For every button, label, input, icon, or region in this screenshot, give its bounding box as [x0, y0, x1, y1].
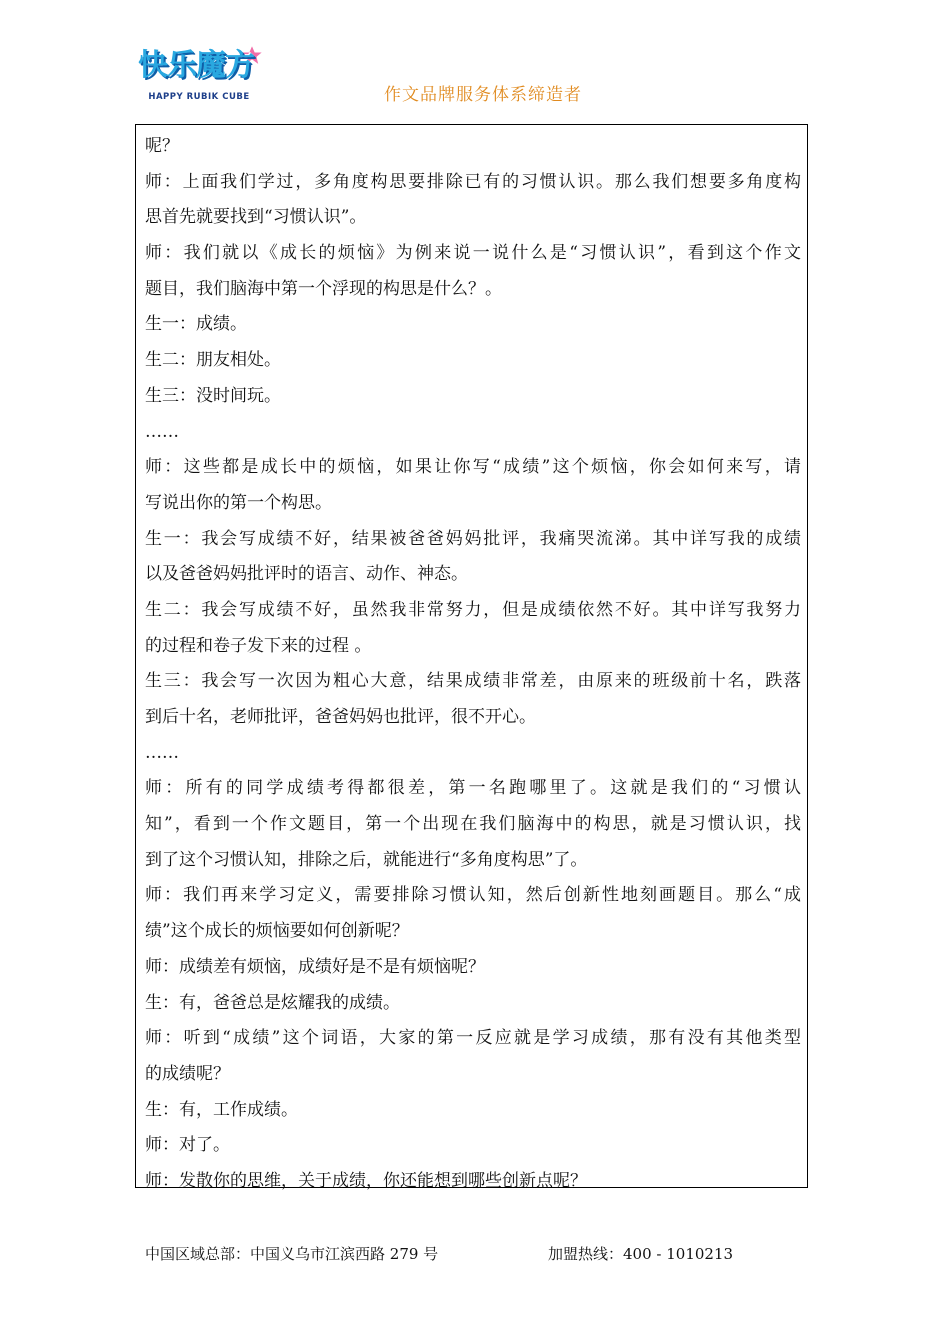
brand-slogan: 作文品牌服务体系缔造者 — [384, 85, 582, 105]
lesson-transcript-box — [135, 124, 808, 1191]
transcript-line: 师：我们就以《成长的烦恼》为例来说一说什么是“习惯认识”，看到这个作文 — [145, 243, 801, 264]
transcript-line: 绩”这个成长的烦恼要如何创新呢？ — [145, 921, 409, 942]
transcript-line: 生三：我会写一次因为粗心大意，结果成绩非常差，由原来的班级前十名，跌落 — [145, 671, 801, 692]
page-footer — [0, 1243, 950, 1267]
transcript-line: 师：这些都是成长中的烦恼，如果让你写“成绩”这个烦恼，你会如何来写，请 — [145, 457, 801, 478]
transcript-line: …… — [145, 742, 179, 763]
transcript-line: 写说出你的第一个构思。 — [145, 492, 332, 513]
transcript-line: 师：上面我们学过，多角度构思要排除已有的习惯认识。那么我们想要多角度构 — [145, 171, 801, 192]
logo-text: 快乐魔方 — [138, 48, 254, 83]
transcript-line: 师：听到“成绩”这个词语，大家的第一反应就是学习成绩，那有没有其他类型 — [145, 1028, 801, 1049]
transcript-line: 生二：朋友相处。 — [145, 350, 281, 371]
transcript-line: 生：有，工作成绩。 — [145, 1099, 298, 1120]
transcript-line: 以及爸爸妈妈批评时的语言、动作、神态。 — [145, 564, 468, 585]
transcript-line: 生二：我会写成绩不好，虽然我非常努力，但是成绩依然不好。其中详写我努力 — [145, 599, 801, 620]
transcript-line: 生一：我会写成绩不好，结果被爸爸妈妈批评，我痛哭流涕。其中详写我的成绩 — [145, 528, 801, 549]
footer-address: 中国区域总部：中国义乌市江滨西路 279 号 — [145, 1245, 439, 1263]
footer-hotline: 加盟热线：400 - 1010213 — [548, 1245, 734, 1263]
transcript-line: 师：所有的同学成绩考得都很差，第一名跑哪里了。这就是我们的“习惯认 — [145, 778, 801, 799]
transcript-lines — [145, 129, 801, 1200]
transcript-line: 师：发散你的思维，关于成绩，你还能想到哪些创新点呢？ — [145, 1170, 587, 1191]
brand-logo — [126, 44, 266, 106]
transcript-line: …… — [145, 421, 179, 442]
transcript-line: 的过程和卷子发下来的过程 。 — [145, 635, 372, 656]
transcript-line: 呢？ — [145, 136, 179, 156]
transcript-line: 到后十名，老师批评，爸爸妈妈也批评，很不开心。 — [145, 707, 536, 727]
transcript-line: 知”，看到一个作文题目，第一个出现在我们脑海中的构思，就是习惯认识，找 — [145, 814, 801, 835]
transcript-line: 的成绩呢？ — [145, 1063, 230, 1084]
transcript-line: 生三：没时间玩。 — [145, 385, 281, 406]
logo-subtitle: HAPPY RUBIK CUBE — [148, 92, 250, 102]
transcript-line: 题目，我们脑海中第一个浮现的构思是什么？。 — [145, 278, 502, 299]
transcript-line: 生：有，爸爸总是炫耀我的成绩。 — [145, 992, 400, 1013]
transcript-line: 师：我们再来学习定义，需要排除习惯认知，然后创新性地刻画题目。那么“成 — [145, 885, 801, 906]
transcript-line: 到了这个习惯认知，排除之后，就能进行“多角度构思”了。 — [145, 849, 588, 870]
transcript-line: 师：对了。 — [145, 1135, 230, 1156]
transcript-line: 生一：成绩。 — [145, 314, 247, 335]
transcript-line: 思首先就要找到“习惯认识”。 — [145, 207, 367, 228]
transcript-line: 师：成绩差有烦恼，成绩好是不是有烦恼呢？ — [145, 956, 485, 977]
page-header — [0, 0, 950, 120]
